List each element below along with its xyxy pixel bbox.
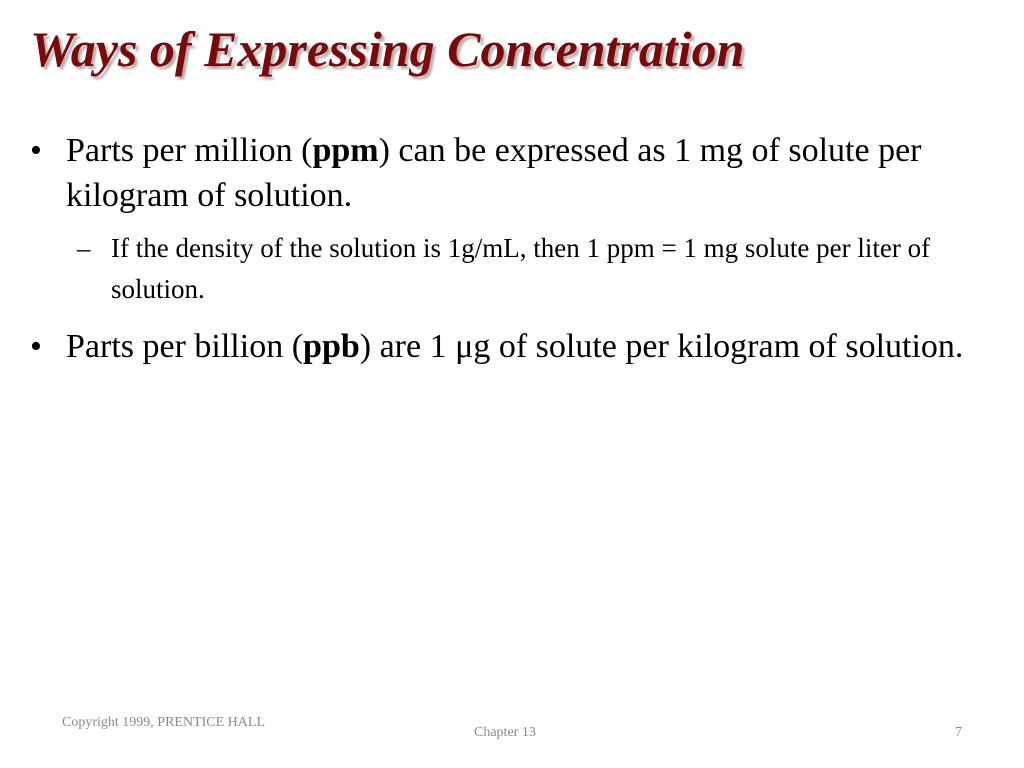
bullet-text-pre: Parts per million (: [66, 132, 313, 169]
sub-bullet-item-density: [30, 228, 990, 310]
bullet-term-ppb: ppb: [303, 328, 360, 365]
footer-page-number: 7: [955, 725, 962, 740]
sub-bullet-marker: –: [77, 233, 91, 263]
slide-title: Ways of Expressing Concentration: [30, 21, 745, 77]
footer-copyright: Copyright 1999, PRENTICE HALL: [62, 715, 265, 730]
sub-bullet-text: If the density of the solution is 1g/mL, then 1 ppm = 1 mg solute per liter of solution.: [111, 233, 931, 304]
bullet-marker: •: [30, 132, 42, 169]
bullet-item-ppm: [30, 128, 990, 218]
slide-body: [30, 128, 990, 383]
bullet-term-ppm: ppm: [312, 132, 379, 169]
bullet-marker: •: [30, 328, 42, 365]
bullet-item-ppb: [30, 324, 990, 369]
bullet-text-post: ) can be expressed as 1 mg of solute per kilogram of solution.: [66, 132, 922, 214]
footer-chapter: Chapter 13: [474, 725, 536, 740]
bullet-text-post: ) are 1 μg of solute per kilogram of solution.: [359, 328, 964, 365]
bullet-text-pre: Parts per billion (: [66, 328, 304, 365]
